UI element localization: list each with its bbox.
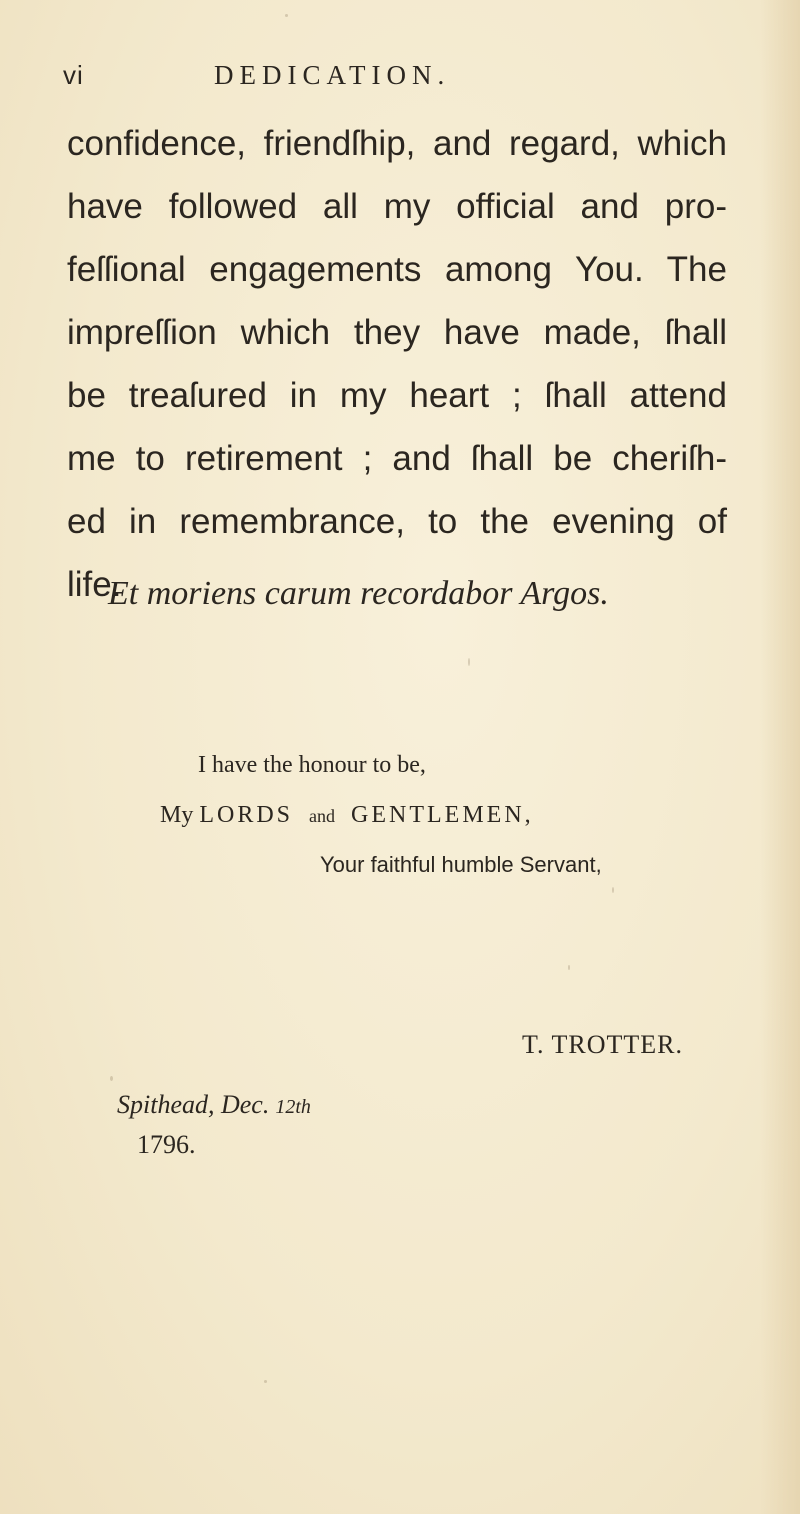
address-and: and <box>309 806 336 826</box>
date-day: 12th <box>275 1096 311 1118</box>
closing-salutation: I have the honour to be, <box>198 752 426 778</box>
text-line: impreſſion which they have made, ſhall <box>67 313 727 352</box>
text-line: me to retirement ; and ſhall be cheriſh- <box>67 439 727 478</box>
text-line: have followed all my official and pro- <box>67 187 727 226</box>
date-year: 1796. <box>137 1130 196 1159</box>
paper-speck <box>612 887 614 893</box>
page-edge-shadow <box>760 0 800 1514</box>
page-number: vi <box>63 60 84 90</box>
address-gentlemen: GENTLEMEN, <box>351 802 534 828</box>
text-line: confidence, friendſhip, and regard, which <box>67 124 727 163</box>
text-line: life. <box>67 565 122 604</box>
running-head: DEDICATION. <box>214 60 451 90</box>
text-line: be treaſured in my heart ; ſhall attend <box>67 376 727 415</box>
address-line <box>160 802 534 829</box>
text-line: feſſional engagements among You. The <box>67 250 727 289</box>
servant-line: Your faithful humble Servant, <box>320 852 602 877</box>
paper-speck <box>568 965 570 970</box>
paper-speck <box>110 1076 113 1081</box>
paper-speck <box>468 658 470 666</box>
latin-motto: Et moriens carum recordabor Argos. <box>108 575 609 612</box>
address-prefix: My <box>160 802 194 828</box>
signature: T. TROTTER. <box>522 1030 683 1059</box>
address-lords: LORDS <box>199 802 294 828</box>
paper-speck <box>264 1380 267 1383</box>
place-name: Spithead, Dec. <box>117 1090 270 1119</box>
dedication-text <box>67 112 727 616</box>
text-line: ed in remembrance, to the evening of <box>67 502 727 541</box>
paper-speck <box>285 14 288 17</box>
place-date <box>117 1090 311 1120</box>
